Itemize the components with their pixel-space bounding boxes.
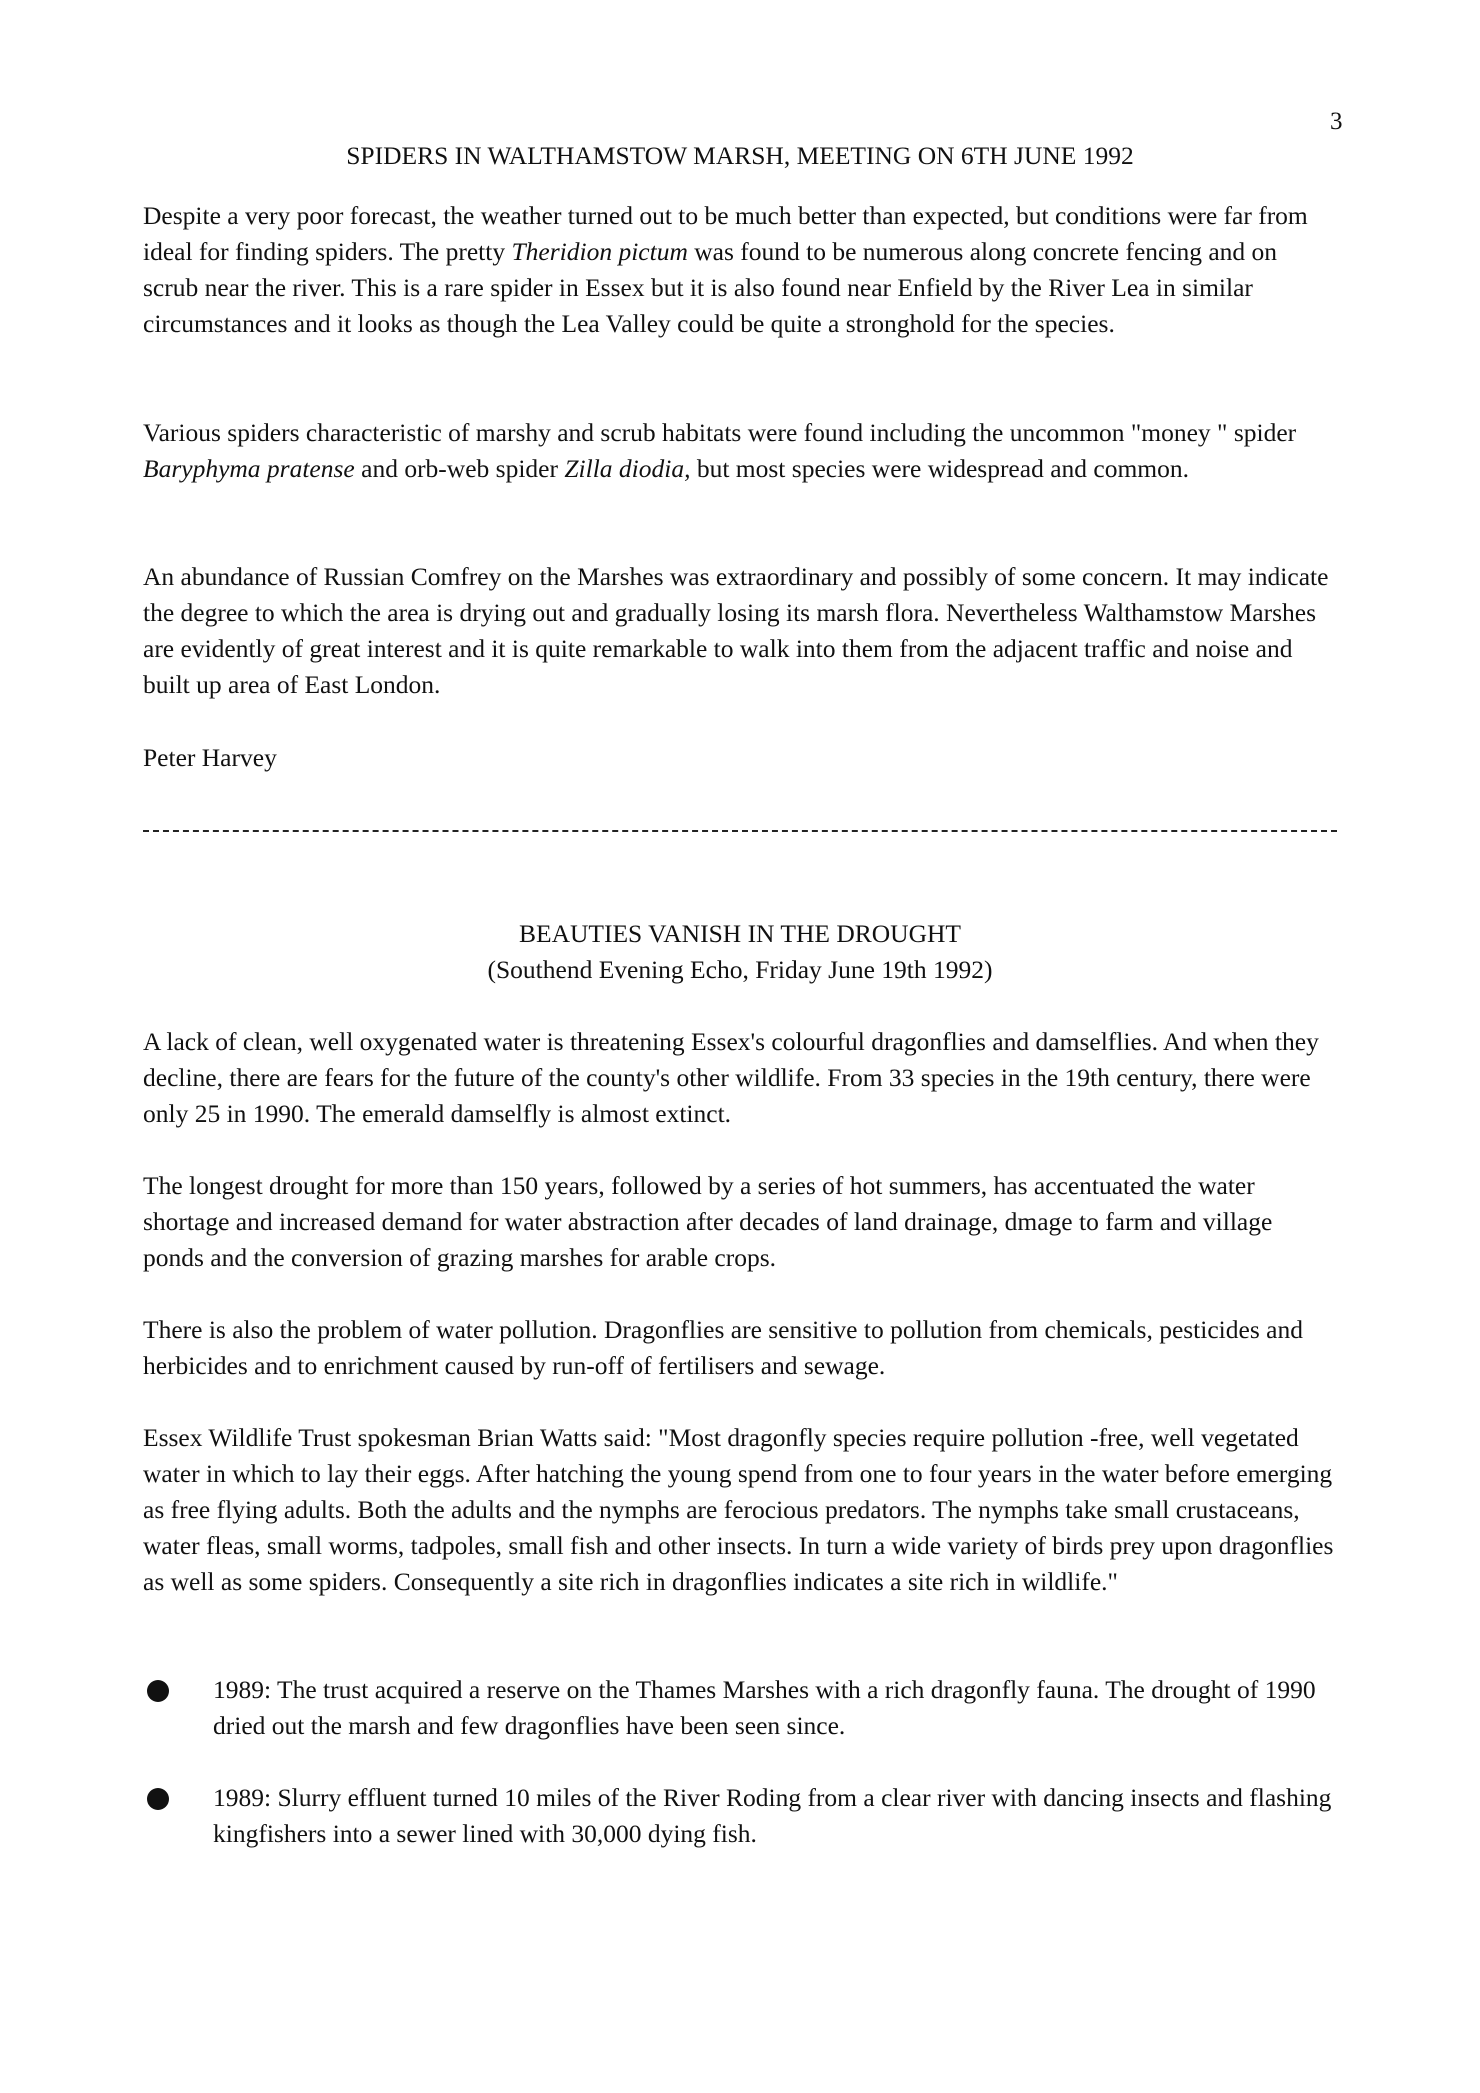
bullet-icon bbox=[147, 1680, 169, 1702]
paragraph: Essex Wildlife Trust spokesman Brian Watts said: "Most dragonfly species require pollution -free, well vegetated water in which to lay their eggs. After hatching the young spend from one to four years in the water before emerging as free flying adults. Both the adults and the nymphs are ferocious predators. The nymphs take small crustaceans, water fleas, small worms, tadpoles, small fish and other insects. In turn a wide variety of birds prey upon dragonflies as well as some spiders. Consequently a site rich in dragonflies indicates a site rich in wildlife." bbox=[143, 1423, 1334, 1596]
paragraph: The longest drought for more than 150 years, followed by a series of hot summers, has accentuated the water shortage and increased demand for water abstraction after decades of land drainage, dmage to farm and village ponds and the conversion of grazing marshes for arable crops. bbox=[143, 1171, 1273, 1272]
article-title: BEAUTIES VANISH IN THE DROUGHT bbox=[518, 919, 961, 948]
article-title: SPIDERS IN WALTHAMSTOW MARSH, MEETING ON 6TH JUNE 1992 bbox=[346, 141, 1134, 170]
paragraph: An abundance of Russian Comfrey on the Marshes was extraordinary and possibly of some concern. It may indicate the degree to which the area is drying out and gradually losing its marsh flora. Nevertheless Walthamstow Marshes are evidently of great interest and it is quite remarkable to walk into them from the adjacent traffic and noise and built up area of East London. bbox=[143, 562, 1329, 699]
paragraph: Various spiders characteristic of marshy and scrub habitats were found including the uncommon "money " spider Baryphyma pratense and orb-web spider Zilla diodia, but most species were widespread and common. bbox=[143, 418, 1297, 483]
author-signature: Peter Harvey bbox=[143, 743, 277, 772]
species-name: Theridion pictum bbox=[511, 237, 688, 266]
section-divider bbox=[143, 830, 1337, 832]
species-name: Zilla diodia, bbox=[564, 454, 691, 483]
paragraph: Despite a very poor forecast, the weather turned out to be much better than expected, but conditions were far from ideal for finding spiders. The pretty Theridion pictum was found to be numerous along concrete fencing and on scrub near the river. This is a rare spider in Essex but it is also found near Enfield by the River Lea in similar circumstances and it looks as though the Lea Valley could be quite a stronghold for the species. bbox=[143, 201, 1308, 338]
species-name: Baryphyma pratense bbox=[143, 454, 355, 483]
paragraph: A lack of clean, well oxygenated water is threatening Essex's colourful dragonflies and damselflies. And when they decline, there are fears for the future of the county's other wildlife. From 33 species in the 19th century, there were only 25 in 1990. The emerald damselfly is almost extinct. bbox=[143, 1027, 1319, 1128]
article-source: (Southend Evening Echo, Friday June 19th 1992) bbox=[487, 955, 993, 984]
bullet-icon bbox=[147, 1788, 169, 1810]
page-number: 3 bbox=[1330, 108, 1343, 135]
document-page: 3 SPIDERS IN WALTHAMSTOW MARSH, MEETING ON 6TH JUNE 1992 Despite a very poor forecast, the weather turned out to be much better than expected, but conditions were far from ideal for finding spiders. The pretty Theridion pictum was found to be numerous along concrete fencing and on scrub near the river. This is a rare spider in Essex but it is also found near Enfield by the River Lea in similar circumstances and it looks as though the Lea Valley could be quite a stronghold for the species. Various spiders characteristic of marshy and scrub habitats were found including the uncommon "money " spider Baryphyma pratense and orb-web spider Zilla diodia, but most species were widespread and common. An abundance of Russian Comfrey on the Marshes was extraordinary and possibly of some concern. It may indicate the degree to which the area is drying out and gradually losing its marsh flora. Nevertheless Walthamstow Marshes are evidently of great interest and it is quite remarkable to walk into them from the adjacent traffic and noise and built up area of East London. Peter Harvey BEAUTIES VANISH IN THE DROUGHT (Southend Evening Echo, Friday June 19th 1992) A lack of clean, well oxygenated water is threatening Essex's colourful dragonflies and damselflies. And when they decline, there are fears for the future of the county's other wildlife. From 33 species in the 19th century, there were only 25 in 1990. The emerald damselfly is almost extinct. The longest drought for more than 150 years, followed by a series of hot summers, has accentuated the water shortage and increased demand for water abstraction after decades of land drainage, dmage to farm and village ponds and the conversion of grazing marshes for arable crops. There is also the problem of water pollution. Dragonflies are sensitive to pollution from chemicals, pesticides and herbicides and to enrichment caused by run-off of fertilisers and sewage. Essex Wildlife Trust spokesman Brian Watts said: "Most dragonfly species require pollution -free, well vegetated water in which to lay their eggs. After hatching the young spend from one to four years in the water before emerging as free flying adults. Both the adults and the nymphs are ferocious predators. The nymphs take small crustaceans, water fleas, small worms, tadpoles, small fish and other insects. In turn a wide variety of birds prey upon dragonflies as well as some spiders. Consequently a site rich in dragonflies indicates a site rich in wildlife." 1989: The trust acquired a reserve on the Thames Marshes with a rich dragonfly fauna. The drought of 1990 dried out the marsh and few dragonflies have been seen since. 1989: Slurry effluent turned 10 miles of the River Roding from a clear river with dancing insects and flashing kingfishers into a sewer lined with 30,000 dying fish. bbox=[0, 0, 1480, 2093]
paragraph: There is also the problem of water pollution. Dragonflies are sensitive to pollution from chemicals, pesticides and herbicides and to enrichment caused by run-off of fertilisers and sewage. bbox=[143, 1315, 1303, 1380]
